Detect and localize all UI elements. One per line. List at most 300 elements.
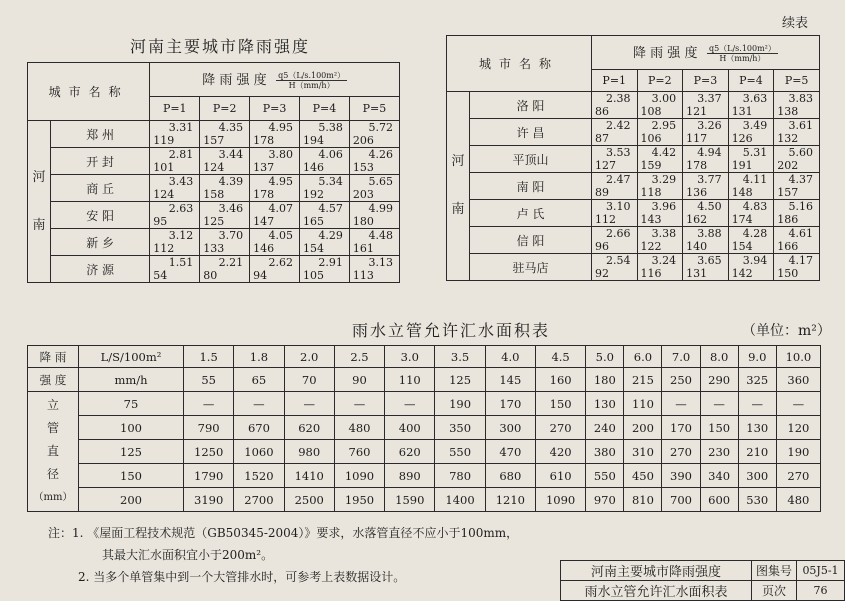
city-name: 卢 氏	[470, 200, 592, 227]
cell-values	[300, 229, 349, 255]
q-value: 3.96	[651, 200, 677, 213]
area-cell: 810	[624, 488, 662, 512]
diameter-cell: 125	[79, 440, 184, 464]
intensity-cell	[774, 227, 820, 254]
area-cell: 270	[662, 440, 700, 464]
p-label: P=2	[637, 70, 683, 92]
h-value: 157	[203, 134, 225, 147]
p-label: P=1	[591, 70, 637, 92]
hdr-q-unit: L/S/100m²	[79, 346, 184, 368]
p-label: P=3	[250, 97, 300, 121]
area-cell: 110	[624, 392, 662, 416]
area-cell: 530	[738, 488, 776, 512]
h-header: 325	[738, 368, 776, 392]
intensity-cell	[637, 227, 683, 254]
city-name: 许 昌	[470, 119, 592, 146]
q-header: 1.8	[234, 346, 284, 368]
h-value: 153	[352, 161, 374, 174]
notes	[48, 522, 518, 588]
cell-values	[638, 254, 683, 280]
q-value: 3.46	[218, 202, 244, 215]
diameter-cell: 200	[79, 488, 184, 512]
city-row	[28, 175, 400, 202]
area-cell: 680	[485, 464, 535, 488]
intensity-header	[150, 63, 400, 97]
cell-values	[683, 200, 728, 226]
city-row	[28, 229, 400, 256]
cell-values	[200, 256, 249, 282]
cell-values	[150, 175, 199, 201]
p-label: P=2	[200, 97, 250, 121]
province-char: 河	[32, 169, 46, 185]
intensity-cell	[728, 119, 774, 146]
area-cell: 2500	[284, 488, 334, 512]
area-cell: 1790	[184, 464, 234, 488]
q-value: 4.39	[218, 175, 244, 188]
h-value: 161	[352, 242, 374, 255]
intensity-cell	[683, 254, 729, 281]
area-cell: —	[334, 392, 384, 416]
area-cell: 350	[435, 416, 485, 440]
cell-values	[729, 146, 774, 172]
intensity-cell	[250, 148, 300, 175]
h-value: 121	[686, 105, 708, 118]
cell-values	[774, 146, 819, 172]
hdr-rain: 降 雨	[28, 346, 79, 368]
q-value: 3.63	[742, 92, 768, 105]
city-row	[447, 200, 820, 227]
intensity-cell	[200, 121, 250, 148]
area-cell: 190	[776, 440, 820, 464]
cell-values	[200, 121, 249, 147]
q-value: 2.42	[606, 119, 631, 132]
q-value: 2.95	[651, 119, 677, 132]
h-value: 132	[777, 132, 799, 145]
intensity-cell	[683, 227, 729, 254]
h-value: 203	[352, 188, 374, 201]
h-value: 136	[686, 186, 708, 199]
intensity-cell	[774, 173, 820, 200]
intensity-cell	[683, 146, 729, 173]
cell-values	[350, 229, 399, 255]
p-label: P=4	[728, 70, 774, 92]
h-value: 80	[203, 269, 218, 282]
q-value: 2.81	[168, 148, 194, 161]
cell-values	[350, 256, 399, 282]
province-cell	[447, 92, 470, 281]
cell-values	[592, 92, 637, 118]
title-block	[560, 560, 845, 601]
h-value: 191	[731, 159, 753, 172]
side-char: 直	[46, 444, 59, 458]
cell-values	[300, 121, 349, 147]
q-value: 3.26	[697, 119, 722, 132]
area-cell: —	[184, 392, 234, 416]
area-cell: 200	[624, 416, 662, 440]
intensity-cell	[637, 92, 683, 119]
q-header: 10.0	[776, 346, 820, 368]
city-name: 驻马店	[470, 254, 592, 281]
h-value: 202	[777, 159, 799, 172]
intensity-cell	[349, 121, 399, 148]
area-cell: 620	[385, 440, 435, 464]
city-name: 开 封	[51, 148, 150, 175]
q-value: 3.77	[697, 173, 722, 186]
intensity-cell	[250, 175, 300, 202]
province-char: 南	[32, 217, 46, 233]
area-cell: 3190	[184, 488, 234, 512]
right-rainfall-table	[446, 35, 820, 281]
q-value: 5.65	[368, 175, 393, 188]
formula-denominator: H（mm/h）	[288, 81, 335, 91]
intensity-cell	[591, 92, 637, 119]
area-cell: 170	[485, 392, 535, 416]
page-value: 76	[797, 581, 845, 601]
cell-values	[729, 92, 774, 118]
intensity-cell	[300, 121, 350, 148]
cell-values	[150, 148, 199, 174]
q-value: 4.95	[268, 121, 294, 134]
q-header: 6.0	[624, 346, 662, 368]
h-value: 131	[686, 267, 708, 280]
q-header: 7.0	[662, 346, 700, 368]
q-value: 5.16	[788, 200, 813, 213]
formula-numerator: q5（L/s.100m²）	[278, 71, 346, 81]
area-cell: 170	[662, 416, 700, 440]
area-cell: 2700	[234, 488, 284, 512]
hdr-intensity: 强 度	[28, 368, 79, 392]
cell-values	[350, 148, 399, 174]
area-cell: 150	[700, 416, 738, 440]
intensity-cell	[349, 202, 399, 229]
area-cell: 1520	[234, 464, 284, 488]
intensity-cell	[728, 92, 774, 119]
h-value: 94	[253, 269, 268, 282]
h-value: 174	[731, 213, 753, 226]
intensity-cell	[150, 148, 200, 175]
intensity-cell	[774, 92, 820, 119]
q-value: 3.12	[168, 229, 194, 242]
area-cell: 1400	[435, 488, 485, 512]
intensity-cell	[728, 227, 774, 254]
diameter-side-label	[28, 392, 79, 512]
h-value: 95	[153, 215, 168, 228]
area-cell: 480	[334, 416, 384, 440]
h-value: 162	[686, 213, 708, 226]
h-value: 124	[203, 161, 225, 174]
cell-values	[250, 256, 299, 282]
area-cell: 120	[776, 416, 820, 440]
city-row	[447, 92, 820, 119]
intensity-cell	[591, 119, 637, 146]
cell-values	[638, 173, 683, 199]
h-value: 158	[203, 188, 225, 201]
area-cell: 970	[586, 488, 624, 512]
h-value: 154	[303, 242, 325, 255]
h-value: 119	[153, 134, 175, 147]
city-name: 洛 阳	[470, 92, 592, 119]
intensity-cell	[250, 229, 300, 256]
cell-values	[638, 92, 683, 118]
h-value: 125	[203, 215, 225, 228]
intensity-cell	[150, 202, 200, 229]
intensity-label: 降 雨 强 度	[633, 45, 698, 61]
table-row	[28, 440, 821, 464]
q-value: 4.11	[742, 173, 768, 186]
h-header: 110	[385, 368, 435, 392]
q-header: 8.0	[700, 346, 738, 368]
area-cell: 610	[535, 464, 585, 488]
q-value: 3.49	[742, 119, 768, 132]
q-value: 3.10	[606, 200, 631, 213]
intensity-cell	[591, 200, 637, 227]
p-label: P=5	[349, 97, 399, 121]
intensity-cell	[200, 148, 250, 175]
h-value: 159	[640, 159, 662, 172]
cell-values	[300, 256, 349, 282]
intensity-cell	[200, 202, 250, 229]
h-value: 133	[203, 242, 225, 255]
formula-denominator: H（mm/h）	[719, 54, 766, 64]
q-value: 3.83	[788, 92, 813, 105]
intensity-cell	[591, 173, 637, 200]
intensity-cell	[637, 200, 683, 227]
area-cell: 620	[284, 416, 334, 440]
h-value: 147	[253, 215, 275, 228]
cell-values	[774, 119, 819, 145]
h-value: 178	[686, 159, 708, 172]
cell-values	[638, 200, 683, 226]
area-cell: 400	[385, 416, 435, 440]
province-cell	[28, 121, 51, 283]
h-value: 126	[731, 132, 753, 145]
intensity-cell	[683, 173, 729, 200]
q-value: 3.70	[218, 229, 244, 242]
intensity-cell	[150, 256, 200, 283]
intensity-cell	[150, 229, 200, 256]
cell-values	[683, 146, 728, 172]
cell-values	[683, 92, 728, 118]
cell-values	[592, 227, 637, 253]
h-value: 54	[153, 269, 168, 282]
q-value: 4.05	[268, 229, 294, 242]
intensity-cell	[728, 200, 774, 227]
q-value: 4.50	[697, 200, 722, 213]
diameter-cell: 150	[79, 464, 184, 488]
intensity-cell	[728, 254, 774, 281]
cell-values	[300, 148, 349, 174]
city-row	[447, 173, 820, 200]
q-value: 3.65	[697, 254, 722, 267]
cell-values	[592, 200, 637, 226]
q-value: 4.07	[268, 202, 294, 215]
intensity-cell	[200, 229, 250, 256]
intensity-cell	[591, 146, 637, 173]
q-header: 1.5	[184, 346, 234, 368]
q-value: 2.62	[268, 256, 294, 269]
h-value: 178	[253, 134, 275, 147]
q-value: 4.35	[218, 121, 244, 134]
cell-values	[150, 202, 199, 228]
intensity-cell	[150, 175, 200, 202]
h-value: 122	[640, 240, 662, 253]
h-value: 108	[640, 105, 662, 118]
intensity-cell	[774, 146, 820, 173]
area-cell: 210	[738, 440, 776, 464]
q-header: 3.5	[435, 346, 485, 368]
intensity-cell	[591, 254, 637, 281]
h-value: 178	[253, 188, 275, 201]
table-row	[28, 392, 821, 416]
h-header: 290	[700, 368, 738, 392]
city-row	[28, 121, 400, 148]
h-value: 105	[303, 269, 325, 282]
intensity-cell	[774, 254, 820, 281]
h-header: 215	[624, 368, 662, 392]
atlas-value: 05J5-1	[797, 561, 845, 581]
h-value: 148	[731, 186, 753, 199]
q-value: 2.38	[606, 92, 631, 105]
province-char: 南	[451, 202, 465, 217]
intensity-cell	[774, 200, 820, 227]
city-name: 新 乡	[51, 229, 150, 256]
continued-label: 续表	[782, 16, 809, 31]
formula-numerator: q5（L/s.100m²）	[708, 44, 776, 54]
q-value: 3.94	[742, 254, 768, 267]
intensity-cell	[200, 256, 250, 283]
h-value: 118	[640, 186, 662, 199]
intensity-label: 降 雨 强 度	[202, 72, 267, 88]
cell-values	[250, 229, 299, 255]
cell-values	[774, 254, 819, 280]
q-header: 4.5	[535, 346, 585, 368]
h-value: 86	[594, 105, 609, 118]
area-cell: —	[385, 392, 435, 416]
h-header: 125	[435, 368, 485, 392]
area-cell: —	[738, 392, 776, 416]
q-value: 4.17	[788, 254, 813, 267]
cell-values	[300, 202, 349, 228]
area-cell: —	[662, 392, 700, 416]
area-cell: 790	[184, 416, 234, 440]
p-label: P=3	[683, 70, 729, 92]
cell-values	[638, 119, 683, 145]
intensity-cell	[300, 148, 350, 175]
q-value: 4.99	[368, 202, 393, 215]
q-header: 2.0	[284, 346, 334, 368]
h-value: 106	[640, 132, 662, 145]
q-value: 5.72	[368, 121, 393, 134]
q-value: 2.47	[606, 173, 631, 186]
intensity-cell	[250, 121, 300, 148]
area-cell: 130	[586, 392, 624, 416]
area-cell: 270	[776, 464, 820, 488]
h-value: 112	[594, 213, 616, 226]
intensity-cell	[300, 229, 350, 256]
area-cell: 300	[738, 464, 776, 488]
cell-values	[592, 119, 637, 145]
area-cell: 190	[435, 392, 485, 416]
h-header: 145	[485, 368, 535, 392]
q-value: 3.38	[651, 227, 677, 240]
area-cell: 1090	[334, 464, 384, 488]
cell-values	[250, 175, 299, 201]
city-name: 信 阳	[470, 227, 592, 254]
h-value: 92	[594, 267, 609, 280]
title-block-title1: 河南主要城市降雨强度	[561, 561, 752, 581]
cell-values	[350, 121, 399, 147]
intensity-cell	[300, 256, 350, 283]
q-value: 5.34	[318, 175, 343, 188]
h-value: 165	[303, 215, 325, 228]
cell-values	[729, 200, 774, 226]
area-cell: 270	[535, 416, 585, 440]
cell-values	[592, 173, 637, 199]
q-value: 4.61	[788, 227, 813, 240]
side-char: 立	[46, 398, 59, 412]
city-row	[28, 202, 400, 229]
intensity-cell	[349, 148, 399, 175]
cell-values	[350, 202, 399, 228]
area-cell: 1090	[535, 488, 585, 512]
q-value: 1.51	[168, 256, 194, 269]
q-value: 4.37	[788, 173, 813, 186]
side-char: 管	[46, 421, 59, 435]
intensity-cell	[250, 256, 300, 283]
cell-values	[150, 256, 199, 282]
area-cell: —	[284, 392, 334, 416]
q-value: 4.94	[697, 146, 722, 159]
q-value: 4.06	[318, 148, 343, 161]
city-name: 安 阳	[51, 202, 150, 229]
area-cell: 240	[586, 416, 624, 440]
q-value: 2.91	[318, 256, 343, 269]
city-name: 济 源	[51, 256, 150, 283]
cell-values	[592, 146, 637, 172]
h-value: 89	[594, 186, 609, 199]
area-cell: 670	[234, 416, 284, 440]
cell-values	[638, 227, 683, 253]
cell-values	[638, 146, 683, 172]
atlas-label: 图集号	[752, 561, 797, 581]
area-cell: 1590	[385, 488, 435, 512]
cell-values	[683, 227, 728, 253]
h-value: 117	[686, 132, 708, 145]
h-header: 250	[662, 368, 700, 392]
cell-values	[774, 227, 819, 253]
province-char: 河	[451, 154, 465, 169]
area-cell: 150	[535, 392, 585, 416]
note-1-cont: 其最大汇水面积宜小于200m²。	[102, 548, 274, 562]
q-value: 4.42	[651, 146, 677, 159]
area-cell: 340	[700, 464, 738, 488]
intensity-cell	[150, 121, 200, 148]
area-cell: 980	[284, 440, 334, 464]
h-header: 160	[535, 368, 585, 392]
area-cell: 1950	[334, 488, 384, 512]
q-header: 5.0	[586, 346, 624, 368]
intensity-cell	[637, 254, 683, 281]
table-row	[28, 416, 821, 440]
cell-values	[729, 119, 774, 145]
h-value: 137	[253, 161, 275, 174]
h-value: 127	[594, 159, 616, 172]
city-row	[447, 119, 820, 146]
q-value: 4.28	[742, 227, 768, 240]
q-value: 2.63	[168, 202, 194, 215]
cell-values	[250, 121, 299, 147]
h-value: 192	[303, 188, 325, 201]
